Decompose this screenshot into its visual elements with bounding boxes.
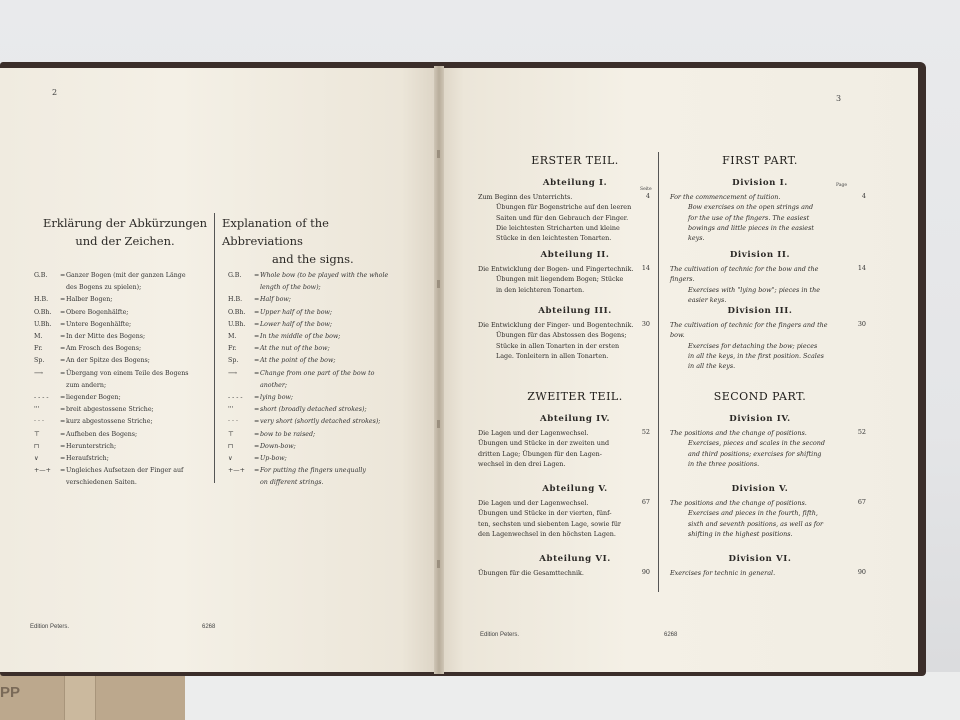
- abbreviation-symbol: ∨: [228, 455, 233, 463]
- abbreviation-symbol: Fr.: [34, 345, 43, 353]
- equals-sign: =: [60, 296, 66, 304]
- equals-sign: =: [254, 455, 260, 463]
- division-heading-en: Division I.: [732, 178, 788, 188]
- entry-line: in all the keys, in the first position. Scales: [688, 351, 824, 360]
- abbreviation-definition: Ungleiches Aufsetzen der Finger auf: [66, 467, 184, 475]
- equals-sign: =: [254, 357, 260, 365]
- entry-line: Stücke in allen Tonarten in der ersten: [496, 341, 620, 350]
- abbreviation-definition: In the middle of the bow;: [260, 333, 341, 341]
- entry-line: Übungen für Bogenstriche auf den leeren: [496, 203, 632, 212]
- entry-line: The cultivation of technic for the bow and the fingers.: [670, 265, 819, 284]
- part2-heading-en: SECOND PART.: [713, 390, 807, 403]
- division-entry-de: [478, 428, 658, 469]
- division-heading-de: Abteilung V.: [542, 484, 608, 494]
- equals-sign: =: [254, 442, 260, 450]
- entry-line: in den leichteren Tonarten.: [496, 285, 585, 294]
- division-entry-en: [670, 428, 842, 469]
- abbreviation-row: [228, 368, 408, 380]
- entry-line: Saiten und für den Gebrauch der Finger.: [496, 213, 629, 222]
- entry-line: Exercises, pieces and scales in the second: [688, 439, 825, 448]
- abbreviation-symbol: ⟶: [228, 369, 238, 377]
- equals-sign: =: [254, 272, 260, 279]
- entry-line: den Lagenwechsel in den höchsten Lagen.: [478, 529, 616, 538]
- division-entry-de: [478, 264, 658, 295]
- entry-line: For the commencement of tuition.: [670, 193, 781, 201]
- page-number-en: 67: [857, 498, 866, 506]
- entry-line: Übungen für die Gesamttechnik.: [478, 569, 584, 577]
- abbreviation-row: [228, 429, 408, 441]
- entry-line: Die Lagen und der Lagenwechsel.: [478, 499, 589, 507]
- division-heading-de: Abteilung VI.: [539, 554, 611, 564]
- entry-line: Die Lagen und der Lagenwechsel.: [478, 429, 589, 437]
- division-heading-en: Division II.: [729, 250, 791, 260]
- page-number-de: 30: [641, 320, 650, 328]
- abbreviation-symbol: M.: [34, 333, 43, 341]
- abbreviation-row: [34, 465, 212, 477]
- page-number-de: 67: [641, 498, 650, 506]
- page-number-en: 14: [857, 264, 866, 272]
- entry-line: The cultivation of technic for the fingers and the bow.: [670, 321, 828, 340]
- left-page: [0, 68, 436, 672]
- abbreviation-row: [228, 465, 408, 477]
- binding-stitch: [437, 150, 440, 158]
- abbreviation-row: [228, 404, 408, 416]
- abbreviation-row: [228, 416, 408, 428]
- abbreviation-symbol: U.Bh.: [34, 320, 52, 328]
- entry-line: Exercises with "lying bow"; pieces in the: [688, 285, 820, 294]
- abbreviation-symbol: ꞌꞌꞌ: [228, 406, 234, 414]
- abbreviation-symbol: · · ·: [228, 418, 239, 426]
- entry-line: Bow exercises on the open strings and: [688, 203, 814, 212]
- entry-line: for the use of the fingers. The easiest: [688, 213, 810, 222]
- binding-stitch: [437, 420, 440, 428]
- equals-sign: =: [60, 369, 66, 377]
- abbreviation-definition: Down-bow;: [260, 442, 296, 450]
- abbreviation-row: [228, 294, 408, 306]
- column-divider: [214, 213, 215, 483]
- entry-line: Stücke in den leichtesten Tonarten.: [496, 234, 612, 243]
- abbreviation-symbol: +—+: [228, 467, 245, 475]
- entry-line: in all the keys.: [688, 362, 736, 371]
- entry-line: Lage. Tonleitern in allen Tonarten.: [496, 351, 609, 360]
- entry-line: in the three positions.: [688, 459, 760, 468]
- entry-line: Exercises for detaching the bow; pieces: [688, 341, 818, 350]
- abbreviation-row: [228, 355, 408, 367]
- abbreviation-symbol: M.: [228, 333, 237, 341]
- abbreviation-continuation: on different strings.: [260, 479, 324, 487]
- right-page: [440, 68, 918, 672]
- equals-sign: =: [60, 430, 66, 438]
- abbreviation-row: [228, 441, 408, 453]
- abbreviation-row: [34, 392, 212, 404]
- page-number-de: 52: [641, 428, 650, 436]
- abbreviation-definition: Half bow;: [260, 296, 291, 304]
- abbreviation-row: [228, 270, 408, 282]
- equals-sign: =: [254, 345, 260, 353]
- abbreviation-definition: Whole bow (to be played with the whole: [260, 272, 389, 279]
- binding-stitch: [437, 560, 440, 568]
- page-number-en: 90: [857, 568, 866, 576]
- column-label-de: Seite: [640, 187, 652, 192]
- abbreviation-row: [34, 307, 212, 319]
- entry-line: Zum Beginn des Unterrichts.: [478, 193, 573, 201]
- abbreviation-symbol: ꞌꞌꞌ: [34, 406, 40, 414]
- abbreviation-row: [34, 331, 212, 343]
- abbreviation-continuation: verschiedenen Saiten.: [66, 479, 137, 487]
- equals-sign: =: [60, 320, 66, 328]
- division-entry-de: [478, 568, 658, 578]
- abbreviation-symbol: G.B.: [228, 272, 242, 279]
- abbreviation-definition: Change from one part of the bow to: [260, 369, 375, 377]
- footer-plate-number: 6268: [664, 632, 678, 638]
- abbreviation-symbol: - - - -: [34, 394, 49, 402]
- division-heading-en: Division III.: [727, 306, 793, 316]
- abbreviation-symbol: · · ·: [34, 418, 45, 426]
- division-heading-de: Abteilung I.: [542, 178, 608, 188]
- abbreviation-row: [34, 416, 212, 428]
- abbreviation-list-de: [34, 270, 212, 490]
- abbreviation-continuation: another;: [260, 381, 288, 389]
- abbreviation-definition: Am Frosch des Bogens;: [66, 345, 142, 353]
- equals-sign: =: [254, 296, 260, 304]
- abbreviation-row: [228, 307, 408, 319]
- entry-line: keys.: [688, 234, 705, 243]
- entry-line: bowings and little pieces in the easiest: [688, 223, 814, 232]
- abbreviation-definition: Heraufstrich;: [66, 455, 109, 463]
- abbreviation-definition: At the point of the bow;: [260, 357, 336, 365]
- division-entry-en: [670, 320, 842, 371]
- division-entry-de: [478, 320, 658, 361]
- entry-line: The positions and the change of positions.: [670, 429, 807, 437]
- abbreviation-row: [34, 270, 212, 282]
- division-heading-de: Abteilung IV.: [539, 414, 611, 424]
- division-heading-de: Abteilung II.: [540, 250, 610, 260]
- abbreviation-symbol: ∨: [34, 455, 39, 463]
- equals-sign: =: [254, 418, 260, 426]
- abbreviation-symbol: +—+: [34, 467, 51, 475]
- division-entry-de: [478, 192, 658, 243]
- abbreviation-definition: breit abgestossene Striche;: [66, 406, 154, 414]
- page-number-de: 90: [641, 568, 650, 576]
- equals-sign: =: [60, 272, 66, 279]
- abbreviation-definition: Ganzer Bogen (mit der ganzen Länge: [66, 272, 186, 279]
- abbreviation-definition: An der Spitze des Bogens;: [66, 357, 150, 365]
- abbreviation-definition: bow to be raised;: [260, 430, 316, 438]
- abbreviation-row: [34, 453, 212, 465]
- equals-sign: =: [254, 320, 260, 328]
- equals-sign: =: [60, 345, 66, 353]
- footer-publisher: Edition Peters.: [30, 624, 70, 630]
- abbreviation-definition: Aufheben des Bogens;: [66, 430, 138, 438]
- abbreviation-symbol: Fr.: [228, 345, 237, 353]
- abbreviation-symbol: Sp.: [34, 357, 45, 365]
- abbreviation-symbol: H.B.: [228, 296, 243, 304]
- title-de-line: Erklärung der Abkürzungen: [42, 216, 208, 230]
- sheet-band: [64, 676, 96, 720]
- abbreviation-row: [34, 355, 212, 367]
- entry-line: Übungen und Stücke in der vierten, fünf-: [478, 509, 612, 518]
- entry-line: ten, sechsten und siebenten Lage, sowie für: [478, 519, 621, 528]
- title-en-line: Explanation of the Abbreviations: [222, 216, 329, 248]
- abbreviation-definition: liegender Bogen;: [66, 394, 121, 402]
- abbreviation-definition: Lower half of the bow;: [260, 320, 333, 328]
- abbreviation-symbol: - - - -: [228, 394, 243, 402]
- division-heading-de: Abteilung III.: [538, 306, 612, 316]
- abbreviation-symbol: Sp.: [228, 357, 239, 365]
- equals-sign: =: [254, 406, 260, 414]
- title-en-line: and the signs.: [272, 252, 354, 266]
- abbreviation-list-en: [228, 270, 408, 490]
- part1-heading-de: ERSTER TEIL.: [531, 154, 619, 167]
- abbreviation-symbol: U.Bh.: [228, 320, 246, 328]
- abbreviations-title-de: [40, 214, 210, 250]
- page-number-en: 4: [861, 192, 866, 200]
- part1-heading-en: FIRST PART.: [722, 154, 798, 167]
- abbreviation-row: [34, 404, 212, 416]
- abbreviation-row: [228, 392, 408, 404]
- page-number-en: 52: [857, 428, 866, 436]
- entry-line: dritten Lage; Übungen für den Lagen-: [478, 449, 602, 458]
- division-heading-en: Division VI.: [728, 554, 792, 564]
- page-number-en: 30: [857, 320, 866, 328]
- equals-sign: =: [60, 308, 66, 316]
- abbreviation-definition: Übergang von einem Teile des Bogens: [66, 369, 189, 377]
- division-heading-en: Division V.: [731, 484, 789, 494]
- underlying-sheet: [0, 672, 185, 720]
- entry-line: Exercises for technic in general.: [670, 569, 776, 577]
- entry-line: easier keys.: [688, 295, 727, 304]
- abbreviation-definition: Obere Bogenhälfte;: [66, 308, 129, 316]
- equals-sign: =: [254, 308, 260, 316]
- abbreviation-symbol: ⊤: [228, 430, 234, 438]
- abbreviation-row: [228, 343, 408, 355]
- entry-line: wechsel in den drei Lagen.: [478, 459, 566, 468]
- abbreviation-definition: Upper half of the bow;: [260, 308, 333, 316]
- abbreviation-definition: very short (shortly detached strokes);: [260, 418, 381, 426]
- entry-line: Die leichtesten Stricharten und kleine: [496, 223, 620, 232]
- abbreviation-symbol: ⊓: [228, 442, 234, 450]
- equals-sign: =: [254, 467, 260, 475]
- abbreviation-definition: lying bow;: [260, 394, 294, 402]
- equals-sign: =: [60, 442, 66, 450]
- abbreviation-row: [34, 429, 212, 441]
- equals-sign: =: [60, 406, 66, 414]
- equals-sign: =: [254, 430, 260, 438]
- abbreviation-symbol: ⊤: [34, 430, 40, 438]
- division-entry-de: [478, 498, 658, 539]
- abbreviation-definition: For putting the fingers unequally: [260, 467, 366, 475]
- abbreviations-title-en: [222, 214, 412, 268]
- abbreviation-symbol: O.Bh.: [34, 308, 52, 316]
- abbreviation-symbol: H.B.: [34, 296, 49, 304]
- abbreviation-definition: Up-bow;: [260, 455, 287, 463]
- abbreviation-definition: Untere Bogenhälfte;: [66, 320, 132, 328]
- abbreviation-row: [34, 441, 212, 453]
- abbreviation-row: [228, 331, 408, 343]
- footer-publisher: Edition Peters.: [480, 632, 520, 638]
- abbreviation-row: [34, 343, 212, 355]
- abbreviation-symbol: O.Bh.: [228, 308, 246, 316]
- abbreviation-definition: kurz abgestossene Striche;: [66, 418, 153, 426]
- page-number-de: 14: [641, 264, 650, 272]
- abbreviation-row: [228, 453, 408, 465]
- equals-sign: =: [60, 394, 66, 402]
- entry-line: sixth and seventh positions, as well as for: [688, 519, 824, 528]
- equals-sign: =: [60, 418, 66, 426]
- entry-line: Exercises and pieces in the fourth, fifth,: [688, 509, 818, 518]
- entry-line: Die Entwicklung der Finger- und Bogentechnik.: [478, 321, 634, 329]
- abbreviation-symbol: G.B.: [34, 272, 48, 279]
- equals-sign: =: [60, 455, 66, 463]
- equals-sign: =: [254, 394, 260, 402]
- toc-column-divider: [658, 152, 659, 592]
- footer-plate-number: 6268: [202, 624, 216, 630]
- entry-line: Die Entwicklung der Bogen- und Fingertechnik.: [478, 265, 634, 273]
- abbreviation-definition: In der Mitte des Bogens;: [66, 333, 146, 341]
- equals-sign: =: [60, 357, 66, 365]
- division-entry-en: [670, 192, 842, 243]
- abbreviation-continuation: zum andern;: [66, 381, 107, 389]
- abbreviation-definition: Herunterstrich;: [66, 442, 117, 450]
- division-entry-en: [670, 568, 842, 578]
- division-heading-en: Division IV.: [729, 414, 791, 424]
- right-page-number: 3: [836, 94, 842, 103]
- abbreviation-row: [34, 319, 212, 331]
- column-label-en: Page: [836, 183, 848, 188]
- division-entry-en: [670, 264, 842, 305]
- entry-line: Übungen für das Abstossen des Bogens;: [496, 331, 627, 340]
- equals-sign: =: [254, 333, 260, 341]
- abbreviation-continuation: length of the bow);: [260, 284, 321, 292]
- entry-line: Übungen mit liegendem Bogen; Stücke: [496, 275, 624, 284]
- part2-heading-de: ZWEITER TEIL.: [527, 390, 623, 403]
- abbreviation-row: [34, 294, 212, 306]
- binding-stitch: [437, 280, 440, 288]
- abbreviation-symbol: ⟶: [34, 369, 44, 377]
- abbreviation-continuation: des Bogens zu spielen);: [66, 284, 142, 292]
- abbreviation-definition: short (broadly detached strokes);: [260, 406, 367, 414]
- equals-sign: =: [254, 369, 260, 377]
- sheet-text: PP: [0, 684, 21, 701]
- abbreviation-definition: Halber Bogen;: [66, 296, 113, 304]
- abbreviation-row: [228, 319, 408, 331]
- page-number-de: 4: [645, 192, 650, 200]
- equals-sign: =: [60, 333, 66, 341]
- entry-line: Übungen und Stücke in der zweiten und: [478, 439, 610, 448]
- abbreviation-definition: At the nut of the bow;: [260, 345, 330, 353]
- title-de-line: und der Zeichen.: [75, 234, 175, 248]
- abbreviation-row: [34, 368, 212, 380]
- entry-line: shifting in the highest positions.: [688, 529, 793, 538]
- equals-sign: =: [60, 467, 66, 475]
- division-entry-en: [670, 498, 842, 539]
- entry-line: The positions and the change of positions.: [670, 499, 807, 507]
- abbreviation-symbol: ⊓: [34, 442, 40, 450]
- left-page-number: 2: [52, 88, 58, 97]
- entry-line: and third positions; exercises for shifting: [688, 449, 822, 458]
